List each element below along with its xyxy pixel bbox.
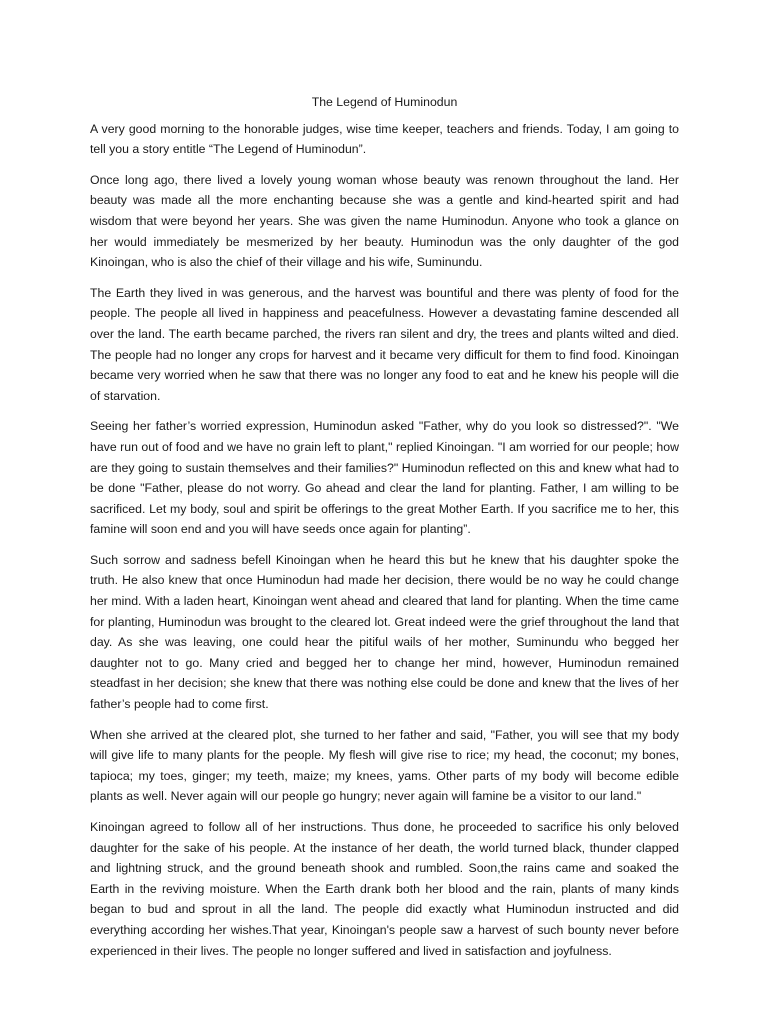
paragraph-dialogue: Seeing her father’s worried expression, Huminodun asked "Father, why do you look so distressed?". "We have run out of food and we have no grain left to plant," replied Kinoingan. "I am worried for our people; how are they going to sustain themselves and their families?" Huminodun reflected on this and knew what had to be done "Father, please do not worry. Go ahead and clear the land for planting. Father, I am willing to be sacrificed. Let my body, soul and spirit be offerings to the great Mother Earth. If you sacrifice me to her, this famine will soon end and you will have seeds once again for planting”.	[90, 419, 679, 537]
document-title: The Legend of Huminodun	[311, 95, 458, 109]
paragraph-greeting: A very good morning to the honorable judges, wise time keeper, teachers and friends. Today, I am going to tell you a story entitle “The Legend of Huminodun”.	[90, 121, 679, 157]
paragraph-sacrifice: Kinoingan agreed to follow all of her instructions. Thus done, he proceeded to sacrifice his only beloved daughter for the sake of his people. At the instance of her death, the world turned black, thunder clapped and lightning struck, and the ground beneath shook and rumbled. Soon,the rains came and soaked the Earth in the reviving moisture. When the Earth drank both her blood and the rain, plants of many kinds began to bud and sprout in all the land. The people did exactly what Huminodun instructed and did everything according her wishes.That year, Kinoingan's people saw a harvest of such bounty never before experienced in their lives. The people no longer suffered and lived in satisfaction and joyfulness.	[90, 820, 679, 958]
paragraph-instructions: When she arrived at the cleared plot, she turned to her father and said, "Father, you will see that my body will give life to many plants for the people. My flesh will give rise to rice; my head, the coconut; my bones, tapioca; my toes, ginger; my teeth, maize; my knees, yams. Other parts of my body will become edible plants as well. Never again will our people go hungry; never again will famine be a visitor to our land."	[90, 727, 679, 804]
paragraph-sorrow: Such sorrow and sadness befell Kinoingan when he heard this but he knew that his daughter spoke the truth. He also knew that once Huminodun had made her decision, there would be no way he could change her mind. With a laden heart, Kinoingan went ahead and cleared that land for planting. When the time came for planting, Huminodun was brought to the cleared lot. Great indeed were the grief throughout the land that day. As she was leaving, one could hear the pitiful wails of her mother, Suminundu who begged her daughter not to go. Many cried and begged her to change her mind, however, Huminodun remained steadfast in her decision; she knew that there was nothing else could be done and knew that the lives of her father’s people had to come first.	[90, 552, 679, 712]
document-body	[90, 92, 679, 971]
paragraph-introduction: Once long ago, there lived a lovely young woman whose beauty was renown throughout the land. Her beauty was made all the more enchanting because she was a gentle and kind-hearted spirit and had wisdom that were beyond her years. She was given the name Huminodun. Anyone who took a glance on her would immediately be mesmerized by her beauty. Huminodun was the only daughter of the god Kinoingan, who is also the chief of their village and his wife, Suminundu.	[90, 172, 679, 270]
paragraph-famine: The Earth they lived in was generous, and the harvest was bountiful and there was plenty of food for the people. The people all lived in happiness and peacefulness. However a devastating famine descended all over the land. The earth became parched, the rivers ran silent and dry, the trees and plants wilted and died. The people had no longer any crops for harvest and it became very difficult for them to find food. Kinoingan became very worried when he saw that there was no longer any food to eat and he knew his people will die of starvation.	[90, 285, 679, 403]
